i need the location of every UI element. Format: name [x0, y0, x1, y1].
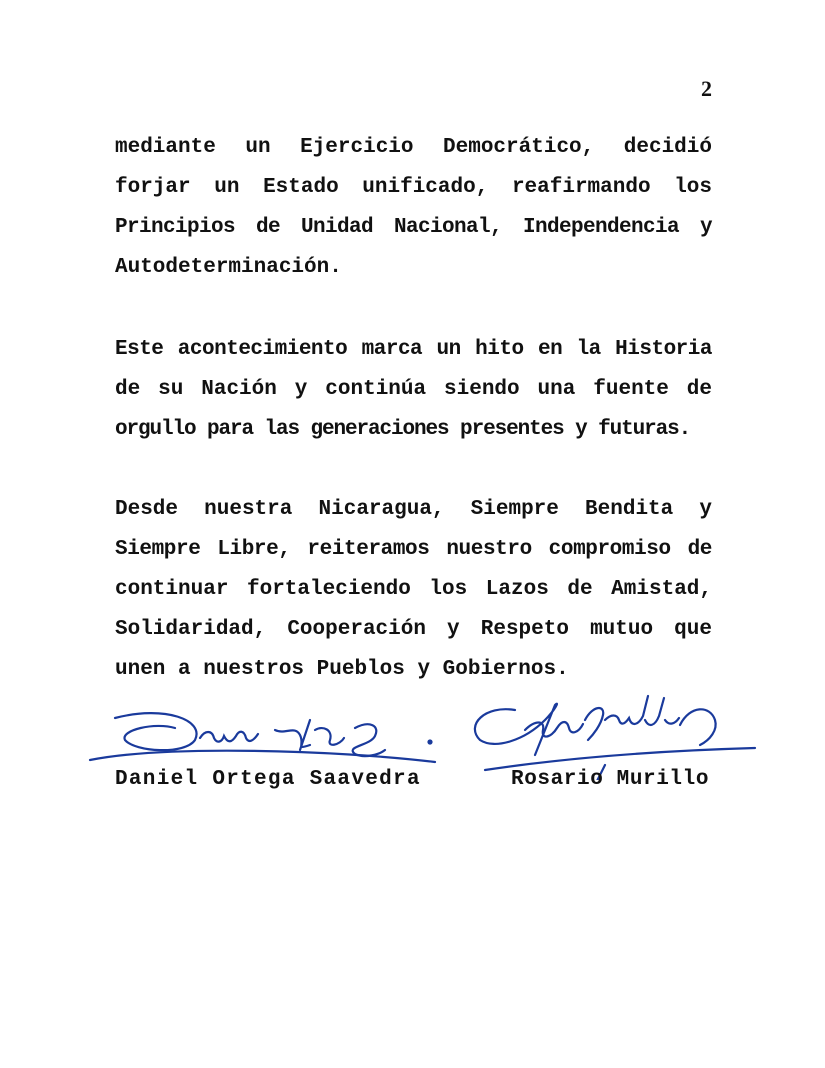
text-line: Autodeterminación.: [115, 256, 342, 279]
signatory-name-daniel-ortega: Daniel Ortega Saavedra: [115, 768, 421, 791]
signatory-name-rosario-murillo: Rosario Murillo: [511, 768, 710, 791]
signature-rosario-murillo: [465, 680, 765, 780]
text-line: Desde nuestra Nicaragua, Siempre Bendita y: [115, 498, 712, 521]
text-line: forjar un Estado unificado, reafirmando los: [115, 176, 712, 199]
text-line: Solidaridad, Cooperación y Respeto mutuo que: [115, 618, 712, 641]
page-number: 2: [701, 76, 712, 101]
text-line: unen a nuestros Pueblos y Gobiernos.: [115, 658, 569, 681]
text-line: Siempre Libre, reiteramos nuestro compromiso de: [115, 538, 712, 561]
text-line: de su Nación y continúa siendo una fuente de: [115, 378, 712, 401]
text-line: Este acontecimiento marca un hito en la Historia: [115, 338, 712, 361]
signature-daniel-ortega: [85, 700, 445, 770]
text-line: Principios de Unidad Nacional, Independencia y: [115, 216, 712, 239]
text-line: orgullo para las generaciones presentes y futuras.: [115, 418, 691, 441]
text-line: continuar fortaleciendo los Lazos de Amistad,: [115, 578, 712, 601]
text-line: mediante un Ejercicio Democrático, decidió: [115, 136, 712, 159]
